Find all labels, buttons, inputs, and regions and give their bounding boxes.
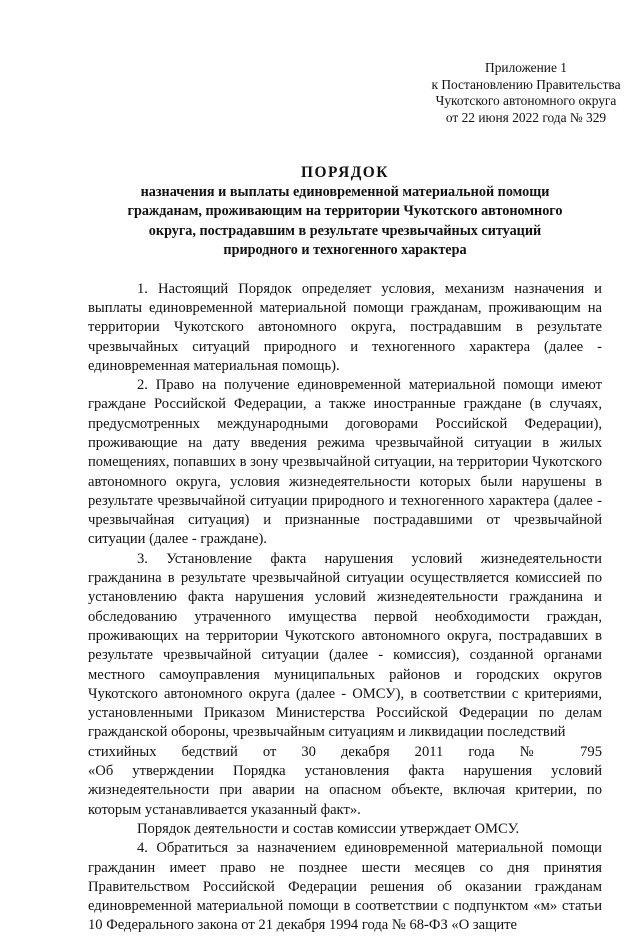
appendix-header	[421, 60, 631, 126]
paragraph-5: 4. Обратиться за назначением единовременной материальной помощи гражданин имеет право не позднее шести месяцев со дня принятия Правительством Российской Федерации решения об оказании гражданам единовременной материальной помощи в соответствии с подпунктом «м» статьи 10 Федерального закона от 21 декабря 1994 года № 68-ФЗ «О защите	[88, 840, 602, 934]
appendix-line-1: Приложение 1	[485, 60, 567, 75]
document-subtitle: назначения и выплаты единовременной материальной помощи гражданам, проживающим на территории Чукотского автономного округа, пострадавшим в результате чрезвычайных ситуаций природного и техногенного характера	[127, 184, 563, 259]
paragraph-1: 1. Настоящий Порядок определяет условия, механизм назначения и выплаты единовременной материальной помощи гражданам, проживающим на территории Чукотского автономного округа, пострадавшим в результате чрезвычайных ситуаций природного и техногенного характера (далее - единовременная материальная помощь).	[88, 280, 602, 374]
paragraph-3-start: 3. Установление факта нарушения условий жизнедеятельности гражданина в результате чрезвычайной ситуации осуществляется комиссией по установлению факта нарушения условий жизнедеятельности гражданина и обследованию утраченного имущества первой необходимости граждан, проживающих на территории Чукотского автономного округа, пострадавших в результате чрезвычайной ситуации (далее - комиссия), созданной органами местного самоуправления муниципальных районов и городских округов Чукотского автономного округа (далее - ОМСУ), в соответствии с критериями, установленными Приказом Министерства Российской Федерации по делам гражданской обороны, чрезвычайным ситуациям и ликвидации последствий	[88, 550, 602, 741]
document-title: ПОРЯДОК	[301, 164, 389, 181]
document-body	[88, 280, 602, 936]
appendix-line-4: от 22 июня 2022 года № 329	[445, 109, 607, 125]
paragraph-4: Порядок деятельности и состав комиссии утверждает ОМСУ.	[137, 820, 520, 837]
paragraph-3-decree-line: стихийных бедствий от 30 декабря 2011 года № 795	[88, 743, 602, 760]
appendix-line-2: к Постановлению Правительства	[431, 76, 621, 92]
paragraph-3	[88, 550, 602, 820]
appendix-line-3: Чукотского автономного округа	[435, 93, 617, 108]
paragraph-3-end: «Об утверждении Порядка установления факта нарушения условий жизнедеятельности при аварии на опасном объекте, включая критерии, по которым устанавливается указанный факт».	[88, 763, 602, 818]
paragraph-2: 2. Право на получение единовременной материальной помощи имеют граждане Российской Федерации, а также иностранные граждане (в случаях, предусмотренных международными договорами Российской Федерации), проживающие на дату введения режима чрезвычайной ситуации в жилых помещениях, попавших в зону чрезвычайной ситуации, на территории Чукотского автономного округа, условия жизнедеятельности которых были нарушены в результате чрезвычайной ситуации природного и техногенного характера (далее - чрезвычайная ситуация) и признанные пострадавшими от чрезвычайной ситуации (далее - граждане).	[88, 377, 602, 548]
